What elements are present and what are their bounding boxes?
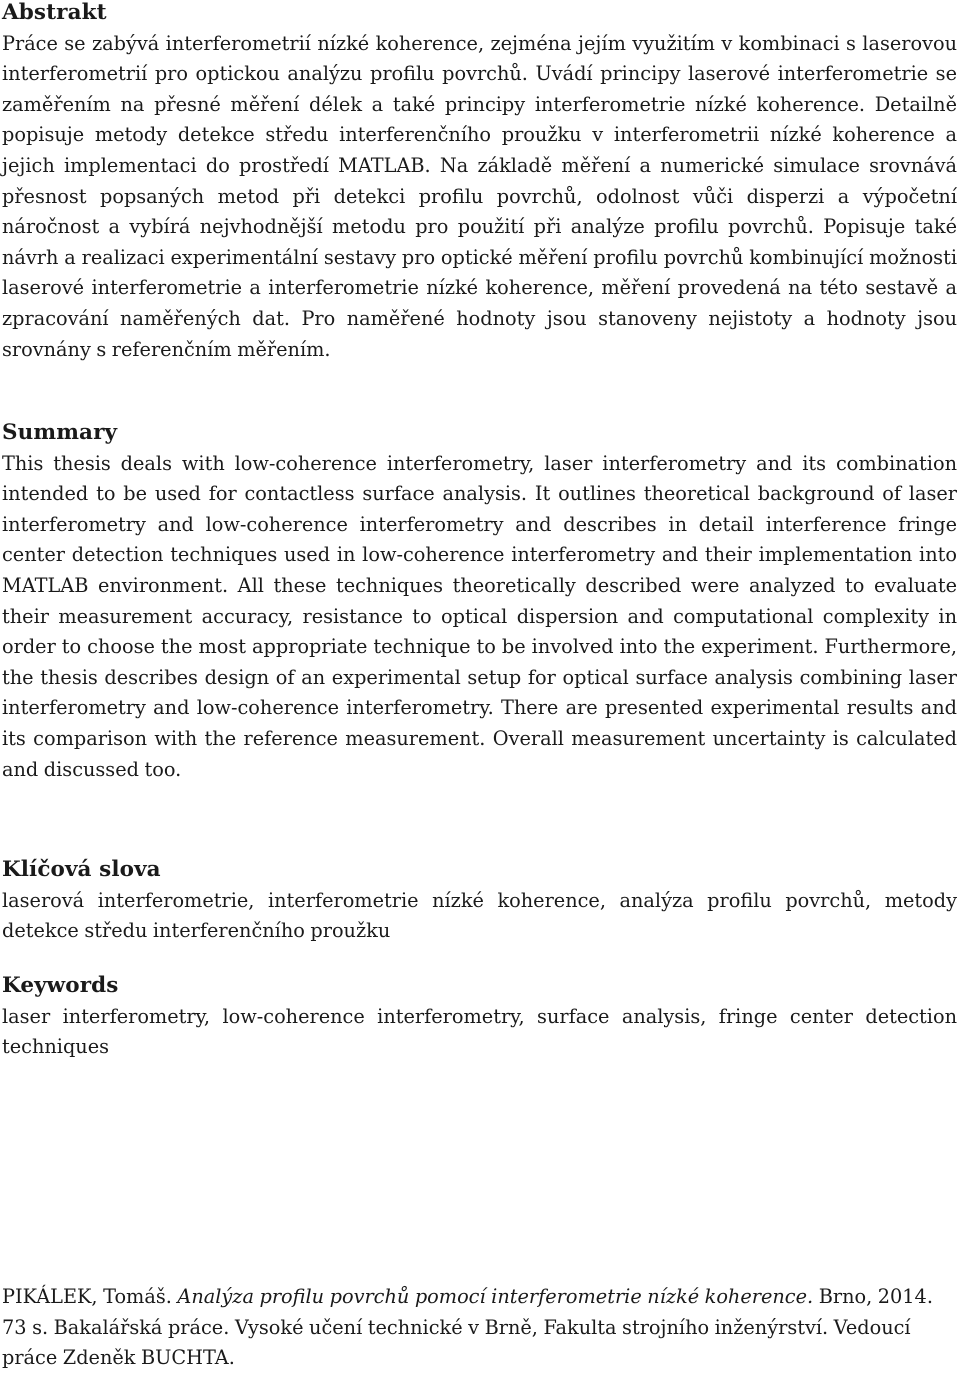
klicova-slova-heading: Klíčová slova [2,857,161,882]
summary-text: This thesis deals with low-coherence interferometry, laser interferometry and its combination intended to be used for contactless surface analysis. It outlines theoretical background of laser interferometry and low-coherence interferometry and describes in detail interference fringe center detection techniques used in low-coherence interferometry and their implementation into MATLAB environment. All these techniques theoretically described were analyzed to evaluate their measurement accuracy, resistance to optical dispersion and computational complexity in order to choose the most appropriate technique to be involved into the experiment. Furthermore, the thesis describes design of an experimental setup for optical surface analysis combining laser interferometry and low-coherence interferometry. There are presented experimental results and its comparison with the reference measurement. Overall measurement uncertainty is calculated and discussed too. [2,451,957,781]
keywords-heading: Keywords [2,973,119,998]
citation-details: Brno, 2014. 73 s. Bakalářská práce. Vysoké učení technické v Brně, Fakulta strojního inženýrství. Vedoucí práce Zdeněk BUCHTA. [2,1285,933,1370]
citation-section [2,1282,957,1374]
summary-heading: Summary [2,420,118,445]
summary-section [2,418,957,785]
klicova-slova-section [2,855,957,947]
citation-author: PIKÁLEK, Tomáš. [2,1285,172,1308]
abstract-section [2,0,957,365]
citation-text [2,1282,957,1374]
citation-title: Analýza profilu povrchů pomocí interferometrie nízké koherence. [177,1285,814,1308]
abstract-text: Práce se zabývá interferometrií nízké koherence, zejména jejím využitím v kombinaci s laserovou interferometrií pro optickou analýzu profilu povrchů. Uvádí principy laserové interferometrie se zaměřením na přesné měření délek a také principy interferometrie nízké koherence. Detailně popisuje metody detekce středu interferenčního proužku v interferometrii nízké koherence a jejich implementaci do prostředí MATLAB. Na základě měření a numerické simulace srovnává přesnost popsaných metod při detekci profilu povrchů, odolnost vůči disperzi a výpočetní náročnost a vybírá nejvhodnější metodu pro použití při analýze profilu povrchů. Popisuje také návrh a realizaci experimentální sestavy pro optické měření profilu povrchů kombinující možnosti laserové interferometrie a interferometrie nízké koherence, měření provedená na této sestavě a zpracování naměřených dat. Pro naměřené hodnoty jsou stanoveny nejistoty a hodnoty jsou srovnány s referenčním měřením. [2,31,957,361]
abstract-heading: Abstrakt [2,0,107,25]
klicova-slova-text: laserová interferometrie, interferometrie nízké koherence, analýza profilu povrchů, metody detekce středu interferenčního proužku [2,888,957,943]
keywords-text: laser interferometry, low-coherence interferometry, surface analysis, fringe center detection techniques [2,1004,957,1059]
keywords-section [2,971,957,1063]
